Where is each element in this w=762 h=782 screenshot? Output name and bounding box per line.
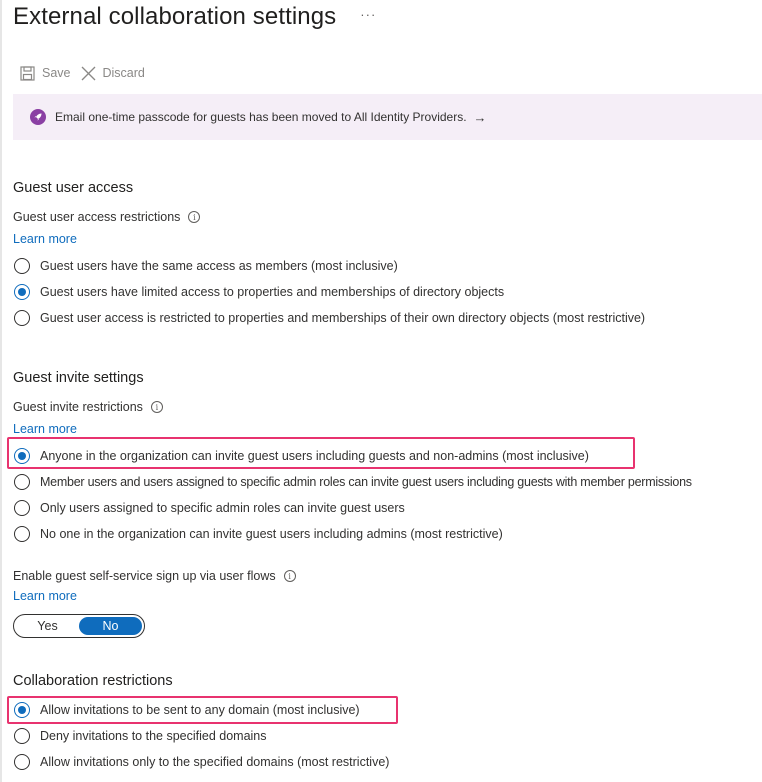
save-icon (20, 66, 35, 81)
banner-text: Email one-time passcode for guests has been moved to All Identity Providers. (55, 110, 467, 124)
rocket-icon (30, 109, 46, 125)
info-icon[interactable]: i (284, 570, 296, 582)
close-icon (81, 66, 96, 81)
radio-button[interactable] (14, 258, 30, 274)
learn-more-link-guest-access[interactable]: Learn more (13, 232, 77, 246)
page-title: External collaboration settings (13, 3, 337, 30)
info-icon[interactable]: i (151, 401, 163, 413)
radio-button[interactable] (14, 448, 30, 464)
radio-label: Allow invitations to be sent to any domain (most inclusive) (40, 703, 360, 717)
page-header (13, 0, 376, 34)
discard-label: Discard (102, 66, 145, 80)
section-title-guest-access: Guest user access (13, 180, 134, 196)
radio-label: Deny invitations to the specified domains (40, 729, 267, 743)
radio-option-guest-invite-2[interactable] (14, 498, 405, 518)
save-label: Save (42, 66, 71, 80)
radio-option-guest-access-2[interactable] (14, 308, 645, 328)
guest-access-restrictions-label (13, 210, 200, 224)
left-panel-edge (0, 0, 2, 782)
self-service-signup-label (13, 569, 296, 583)
radio-button[interactable] (14, 500, 30, 516)
radio-label: Guest users have limited access to properties and memberships of directory objects (40, 285, 505, 299)
radio-option-guest-invite-1[interactable] (14, 472, 692, 492)
section-title-collaboration: Collaboration restrictions (13, 673, 173, 689)
radio-button[interactable] (14, 702, 30, 718)
info-icon[interactable]: i (188, 211, 200, 223)
radio-label: Anyone in the organization can invite guest users including guests and non-admins (most inclusive) (40, 449, 589, 463)
guest-access-label-text: Guest user access restrictions (13, 210, 181, 224)
radio-button[interactable] (14, 284, 30, 300)
radio-button[interactable] (14, 728, 30, 744)
radio-option-guest-access-0[interactable] (14, 256, 398, 276)
radio-button[interactable] (14, 526, 30, 542)
info-banner (13, 94, 762, 140)
radio-option-collab-0[interactable] (14, 700, 360, 720)
radio-label: Guest users have the same access as members (most inclusive) (40, 259, 398, 273)
radio-option-collab-2[interactable] (14, 752, 389, 772)
command-bar (20, 63, 155, 83)
arrow-right-icon[interactable]: → (473, 109, 487, 125)
discard-button[interactable] (81, 66, 145, 81)
radio-label: Member users and users assigned to specific admin roles can invite guest users including guests with member permissions (40, 475, 692, 489)
section-title-guest-invite: Guest invite settings (13, 370, 144, 386)
radio-option-guest-access-1[interactable] (14, 282, 504, 302)
radio-button[interactable] (14, 474, 30, 490)
learn-more-link-self-service[interactable]: Learn more (13, 589, 77, 603)
radio-label: No one in the organization can invite guest users including admins (most restrictive) (40, 527, 503, 541)
learn-more-link-guest-invite[interactable]: Learn more (13, 422, 77, 436)
radio-label: Guest user access is restricted to properties and memberships of their own directory objects (most restrictive) (40, 311, 646, 325)
radio-label: Only users assigned to specific admin roles can invite guest users (40, 501, 405, 515)
radio-option-guest-invite-3[interactable] (14, 524, 503, 544)
radio-label: Allow invitations only to the specified domains (most restrictive) (40, 755, 390, 769)
self-service-label-text: Enable guest self-service sign up via user flows (13, 569, 276, 583)
more-options-button[interactable]: ··· (360, 6, 377, 22)
self-service-toggle[interactable] (13, 614, 145, 638)
toggle-yes-option[interactable]: Yes (37, 619, 58, 633)
radio-button[interactable] (14, 310, 30, 326)
radio-button[interactable] (14, 754, 30, 770)
radio-option-guest-invite-0[interactable] (14, 446, 589, 466)
toggle-no-option[interactable]: No (79, 617, 142, 635)
guest-invite-restrictions-label (13, 400, 163, 414)
guest-invite-label-text: Guest invite restrictions (13, 400, 143, 414)
save-button[interactable] (20, 66, 71, 81)
radio-option-collab-1[interactable] (14, 726, 267, 746)
